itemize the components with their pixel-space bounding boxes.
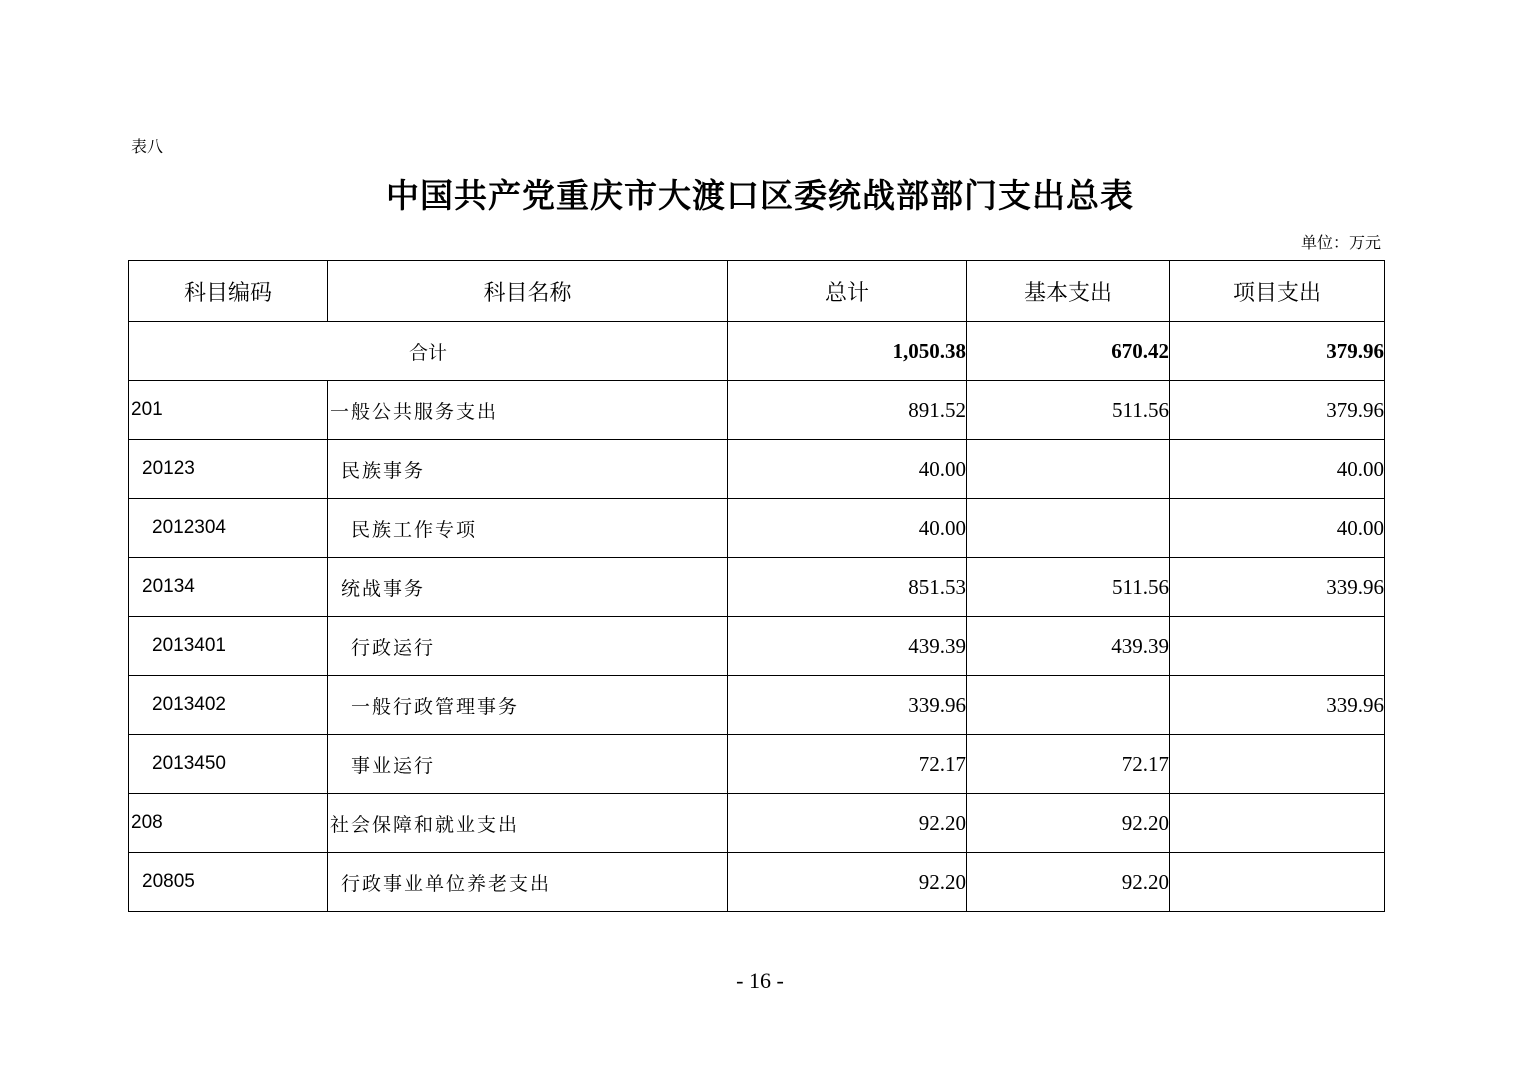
row-basic [967,499,1170,558]
row-name: 统战事务 [328,558,728,617]
total-total: 1,050.38 [728,322,967,381]
total-row [129,322,1385,381]
row-project: 339.96 [1170,558,1385,617]
header-code: 科目编码 [129,261,328,322]
row-total: 40.00 [728,499,967,558]
row-basic: 72.17 [967,735,1170,794]
table-row [129,735,1385,794]
row-basic: 92.20 [967,794,1170,853]
row-name: 行政运行 [328,617,728,676]
total-label: 合计 [129,322,728,381]
table-row [129,558,1385,617]
table-row [129,499,1385,558]
row-name: 民族工作专项 [328,499,728,558]
table-row [129,676,1385,735]
row-code: 2013402 [129,676,328,735]
row-basic [967,440,1170,499]
page-title: 中国共产党重庆市大渡口区委统战部部门支出总表 [386,176,1134,215]
page-number: - 16 - [736,968,784,993]
row-code: 2013450 [129,735,328,794]
row-project [1170,853,1385,912]
row-project [1170,794,1385,853]
row-name: 行政事业单位养老支出 [328,853,728,912]
row-name: 一般公共服务支出 [328,381,728,440]
row-code: 2012304 [129,499,328,558]
row-basic: 92.20 [967,853,1170,912]
header-name: 科目名称 [328,261,728,322]
row-project: 40.00 [1170,499,1385,558]
row-project: 379.96 [1170,381,1385,440]
row-name: 社会保障和就业支出 [328,794,728,853]
row-basic: 439.39 [967,617,1170,676]
row-name: 民族事务 [328,440,728,499]
table-header-row [129,261,1385,322]
row-total: 439.39 [728,617,967,676]
row-project: 339.96 [1170,676,1385,735]
row-total: 92.20 [728,853,967,912]
row-code: 20134 [129,558,328,617]
row-basic: 511.56 [967,381,1170,440]
table-row [129,853,1385,912]
row-total: 92.20 [728,794,967,853]
row-basic [967,676,1170,735]
row-project: 40.00 [1170,440,1385,499]
header-project: 项目支出 [1170,261,1385,322]
table-label: 表八 [131,137,164,156]
row-code: 20123 [129,440,328,499]
header-total: 总计 [728,261,967,322]
total-project: 379.96 [1170,322,1385,381]
row-total: 40.00 [728,440,967,499]
row-total: 339.96 [728,676,967,735]
total-basic: 670.42 [967,322,1170,381]
row-total: 72.17 [728,735,967,794]
row-project [1170,735,1385,794]
row-name: 事业运行 [328,735,728,794]
row-project [1170,617,1385,676]
table-row [129,440,1385,499]
row-total: 891.52 [728,381,967,440]
table-row [129,617,1385,676]
row-code: 20805 [129,853,328,912]
header-basic: 基本支出 [967,261,1170,322]
table-row [129,794,1385,853]
row-name: 一般行政管理事务 [328,676,728,735]
row-basic: 511.56 [967,558,1170,617]
row-code: 2013401 [129,617,328,676]
row-code: 208 [129,794,328,853]
expenditure-table [128,260,1385,912]
unit-label: 单位：万元 [1300,233,1381,252]
row-total: 851.53 [728,558,967,617]
table-row [129,381,1385,440]
row-code: 201 [129,381,328,440]
